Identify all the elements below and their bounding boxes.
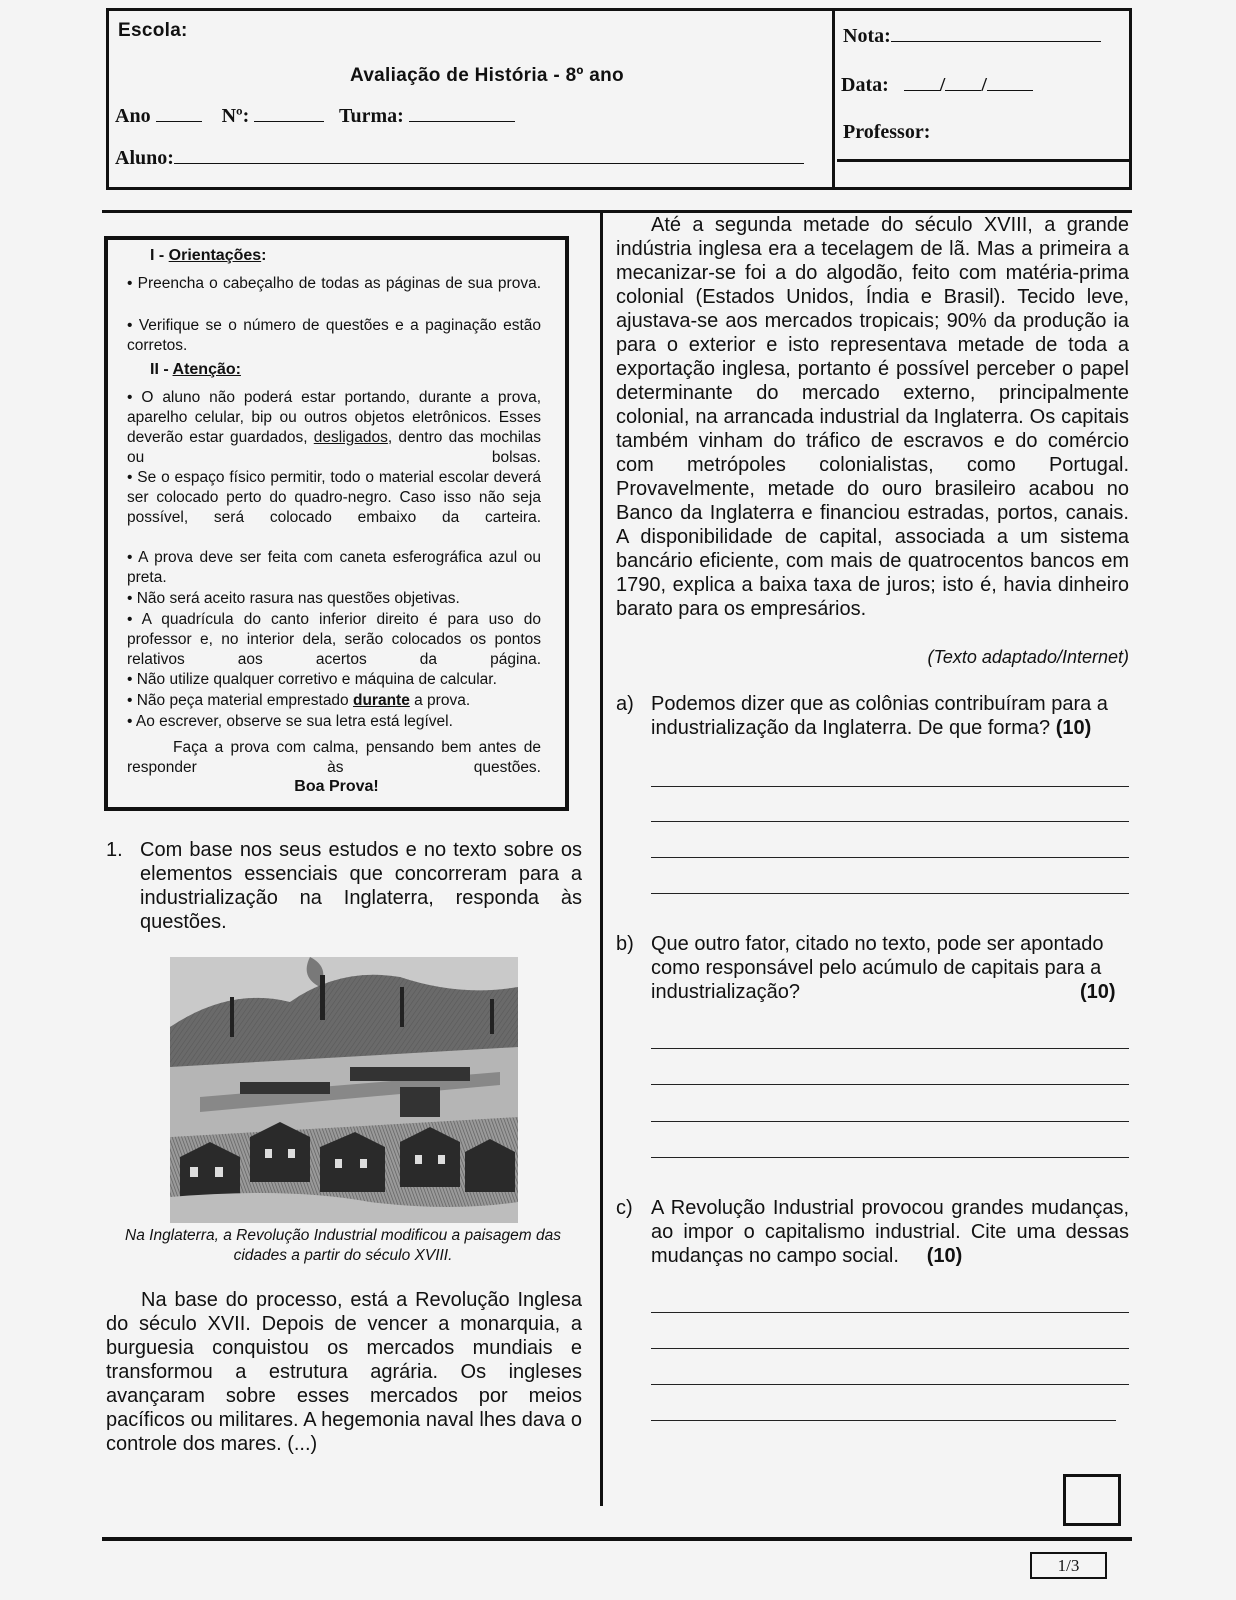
answer-line[interactable] [651, 1157, 1129, 1158]
question-a-text: Podemos dizer que as colônias contribuíram para a industrialização da Inglaterra. De que forma? [651, 693, 1108, 739]
answer-line[interactable] [651, 1312, 1129, 1313]
date-separator: / [939, 74, 946, 96]
instruction-item [127, 691, 541, 711]
answer-line[interactable] [651, 857, 1129, 858]
column-divider [600, 212, 603, 1506]
left-passage: Na base do processo, está a Revolução Inglesa do século XVII. Depois de vencer a monarquia, a burguesia conquistou os mercados mundiais e transformou a estrutura agrária. Os ingleses avançaram sobre esses mercados por meios pacíficos ou militares. A hegemonia naval lhes dava o controle dos mares. (...) [106, 1289, 582, 1455]
header-divider [832, 8, 835, 190]
section2-prefix: II - [150, 361, 173, 378]
question-a [651, 692, 1129, 740]
instruction-item: • A prova deve ser feita com caneta esferográfica azul ou preta. [127, 549, 541, 586]
answer-line[interactable] [651, 786, 1129, 787]
school-label: Escola: [118, 20, 188, 41]
industrial-landscape-image [170, 957, 518, 1223]
instruction-item: • A quadrícula do canto inferior direito é para uso do professor e, no interior dela, serão colocados os pontos relativos aos acertos da página. [127, 611, 541, 668]
instruction-item: • Não utilize qualquer corretivo e máquina de calcular. [127, 671, 497, 688]
number-label: Nº: [221, 105, 250, 127]
date-row [841, 74, 1033, 97]
instruction-item [127, 388, 541, 468]
instruction-item: • Preencha o cabeçalho de todas as páginas de sua prova. [127, 275, 541, 292]
student-field[interactable] [174, 147, 804, 164]
page-number: 1/3 [1030, 1552, 1107, 1579]
question-c-points: (10) [926, 1245, 963, 1267]
section-attention-title [150, 361, 241, 379]
answer-line[interactable] [651, 1420, 1116, 1421]
question-a-letter: a) [616, 693, 634, 715]
bottom-rule [102, 1537, 1132, 1541]
item7-text: • Não peça material emprestado [127, 692, 353, 709]
section1-prefix: I - [150, 247, 169, 264]
closing-text: Faça a prova com calma, pensando bem antes de responder às questões. [127, 739, 541, 776]
number-field[interactable] [254, 105, 324, 122]
student-row [115, 147, 804, 170]
item1-underlined: desligados [313, 429, 388, 446]
question-c-letter: c) [616, 1197, 633, 1219]
question-c [651, 1196, 1129, 1268]
answer-line[interactable] [651, 1048, 1129, 1049]
question-b-text: Que outro fator, citado no texto, pode ser apontado como responsável pelo acúmulo de capitais para a industrialização? [651, 933, 1104, 1003]
teacher-label: Professor: [843, 121, 931, 143]
date-separator: / [981, 74, 987, 96]
section1-title: Orientações [168, 247, 262, 264]
answer-line[interactable] [651, 1384, 1129, 1385]
grade-row [843, 25, 1101, 48]
image-caption: Na Inglaterra, a Revolução Industrial modificou a paisagem das cidades a partir do século XVIII. [125, 1227, 561, 1264]
question-b-letter: b) [616, 933, 634, 955]
section-orientations-title [150, 247, 266, 265]
instruction-item: • Ao escrever, observe se sua letra está legível. [127, 713, 453, 730]
item7-underlined: durante [352, 692, 410, 709]
grade-label: Nota: [843, 25, 891, 47]
year-label: Ano [115, 105, 151, 127]
item1-text: • O aluno não poderá estar portando, durante a prova, aparelho celular, bip ou outros objetos eletrônicos. Esses deverão estar guardados, [127, 389, 541, 446]
class-field[interactable] [409, 105, 515, 122]
question-a-points: (10) [1055, 717, 1092, 739]
question1-text: Com base nos seus estudos e no texto sobre os elementos essenciais que concorreram para a industrialização na Inglaterra, responda às questões. [140, 839, 582, 933]
item7-text-end: a prova. [409, 692, 471, 709]
question-c-text: A Revolução Industrial provocou grandes mudanças, ao impor o capitalismo industrial. Cite uma dessas mudanças no campo social. [651, 1197, 1129, 1267]
year-number-class-row [115, 105, 515, 128]
instruction-item: • Se o espaço físico permitir, todo o material escolar deverá ser colocado perto do quadro-negro. Caso isso não seja possível, será colocado embaixo da carteira. [127, 469, 541, 526]
date-label: Data: [841, 74, 889, 96]
instruction-item: • Verifique se o número de questões e a paginação estão corretos. [127, 317, 541, 354]
good-luck: Boa Prova! [294, 778, 379, 795]
student-label: Aluno: [115, 147, 174, 169]
answer-line[interactable] [651, 1084, 1129, 1085]
answer-line[interactable] [651, 893, 1129, 894]
answer-line[interactable] [651, 1348, 1129, 1349]
question-b-points: (10) [1080, 981, 1116, 1003]
teacher-field-line[interactable] [837, 159, 1130, 162]
right-passage: Até a segunda metade do século XVIII, a grande indústria inglesa era a tecelagem de lã. Mas a primeira a mecanizar-se foi a do algodão, feito com matéria-prima colonial (Estados Unidos, Índia e Brasil). Tecido leve, ajustava-se aos mercados tropicais; 90% da produção ia para o exterior e isto representava metade de toda a exportação inglesa, portanto é possível perceber o papel determinante do mercado externo, principalmente colonial, na arrancada industrial da Inglaterra. Os capitais também vinham do tráfico de escravos e do comércio com metrópoles colonialistas, como Portugal. Provavelmente, metade do ouro brasileiro acabou no Banco da Inglaterra e financiou estradas, portos, canais. A disponibilidade de capital, associada a um sistema bancário eficiente, com mais de quatrocentos bancos em 1790, explica a baixa taxa de juros; isto é, havia dinheiro barato para os empresários. [616, 214, 1129, 620]
date-day-field[interactable] [904, 74, 940, 91]
page-title: Avaliação de História - 8º ano [350, 65, 624, 86]
question1-number: 1. [106, 839, 123, 861]
year-field[interactable] [156, 105, 202, 122]
date-year-field[interactable] [987, 74, 1033, 91]
section2-title: Atenção: [172, 361, 241, 378]
instruction-item: • Não será aceito rasura nas questões objetivas. [127, 590, 460, 607]
answer-line[interactable] [651, 821, 1129, 822]
answer-line[interactable] [651, 1121, 1129, 1122]
date-month-field[interactable] [945, 74, 981, 91]
class-label: Turma: [338, 105, 404, 127]
grade-field[interactable] [891, 25, 1101, 42]
source-note: (Texto adaptado/Internet) [927, 647, 1129, 667]
section1-colon: : [261, 247, 267, 264]
item1-text-end: , dentro das mochilas ou bolsas. [127, 429, 542, 466]
score-box[interactable] [1063, 1474, 1121, 1526]
